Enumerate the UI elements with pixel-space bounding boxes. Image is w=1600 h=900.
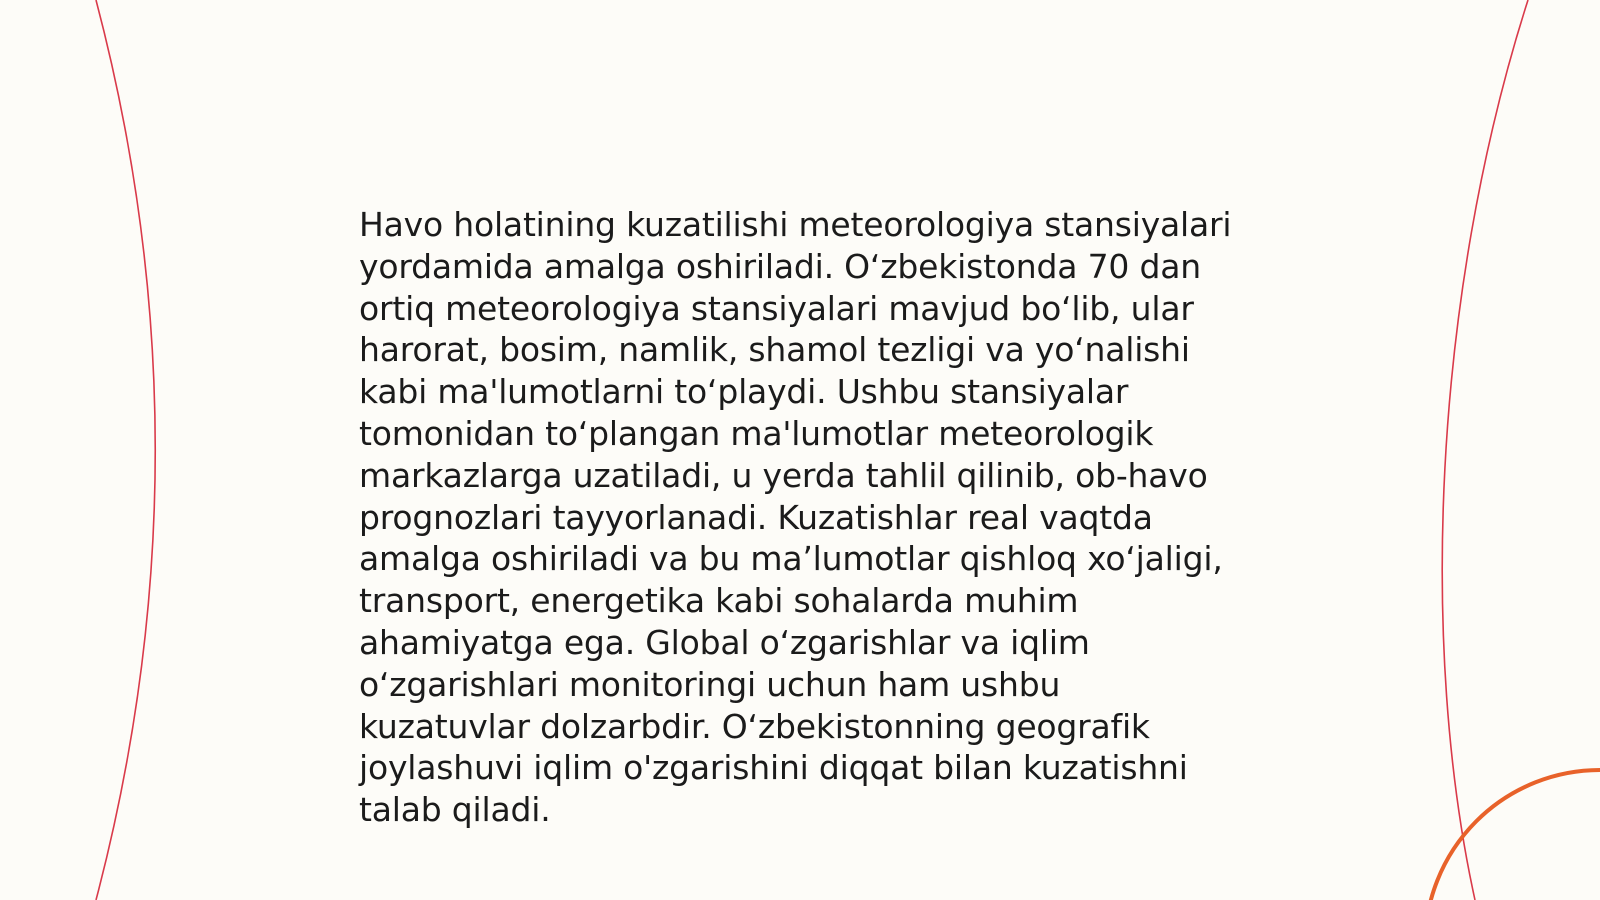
orange-circle bbox=[1425, 770, 1600, 900]
right-arc bbox=[1442, 0, 1528, 900]
paragraph-line: kuzatuvlar dolzarbdir. O‘zbekistonning geografik bbox=[359, 706, 1150, 746]
paragraph-line: Havo holatining kuzatilishi meteorologiya stansiyalari bbox=[359, 205, 1232, 244]
paragraph-line: prognozlari tayyorlanadi. Kuzatishlar real vaqtda bbox=[359, 497, 1153, 537]
left-arc bbox=[96, 0, 155, 900]
paragraph-line: ortiq meteorologiya stansiyalari mavjud bo‘lib, ular bbox=[359, 288, 1194, 328]
paragraph-line: joylashuvi iqlim o'zgarishini diqqat bilan kuzatishni bbox=[359, 748, 1188, 788]
paragraph-line: harorat, bosim, namlik, shamol tezligi va yo‘nalishi bbox=[359, 330, 1190, 370]
paragraph-line: markazlarga uzatiladi, u yerda tahlil qilinib, ob-havo bbox=[359, 455, 1208, 495]
paragraph-line: tomonidan to‘plangan ma'lumotlar meteorologik bbox=[359, 413, 1154, 453]
paragraph-line: ahamiyatga ega. Global o‘zgarishlar va iqlim bbox=[359, 622, 1090, 662]
paragraph-line: yordamida amalga oshiriladi. O‘zbekistonda 70 dan bbox=[359, 246, 1201, 286]
paragraph-line: talab qiladi. bbox=[359, 790, 551, 830]
body-paragraph bbox=[359, 204, 1249, 831]
paragraph-line: o‘zgarishlari monitoringi uchun ham ushbu bbox=[359, 664, 1061, 704]
paragraph-line: amalga oshiriladi va bu ma’lumotlar qishloq xo‘jaligi, bbox=[359, 539, 1223, 579]
paragraph-line: transport, energetika kabi sohalarda muhim bbox=[359, 581, 1079, 621]
paragraph-line: kabi ma'lumotlarni to‘playdi. Ushbu stansiyalar bbox=[359, 372, 1129, 412]
